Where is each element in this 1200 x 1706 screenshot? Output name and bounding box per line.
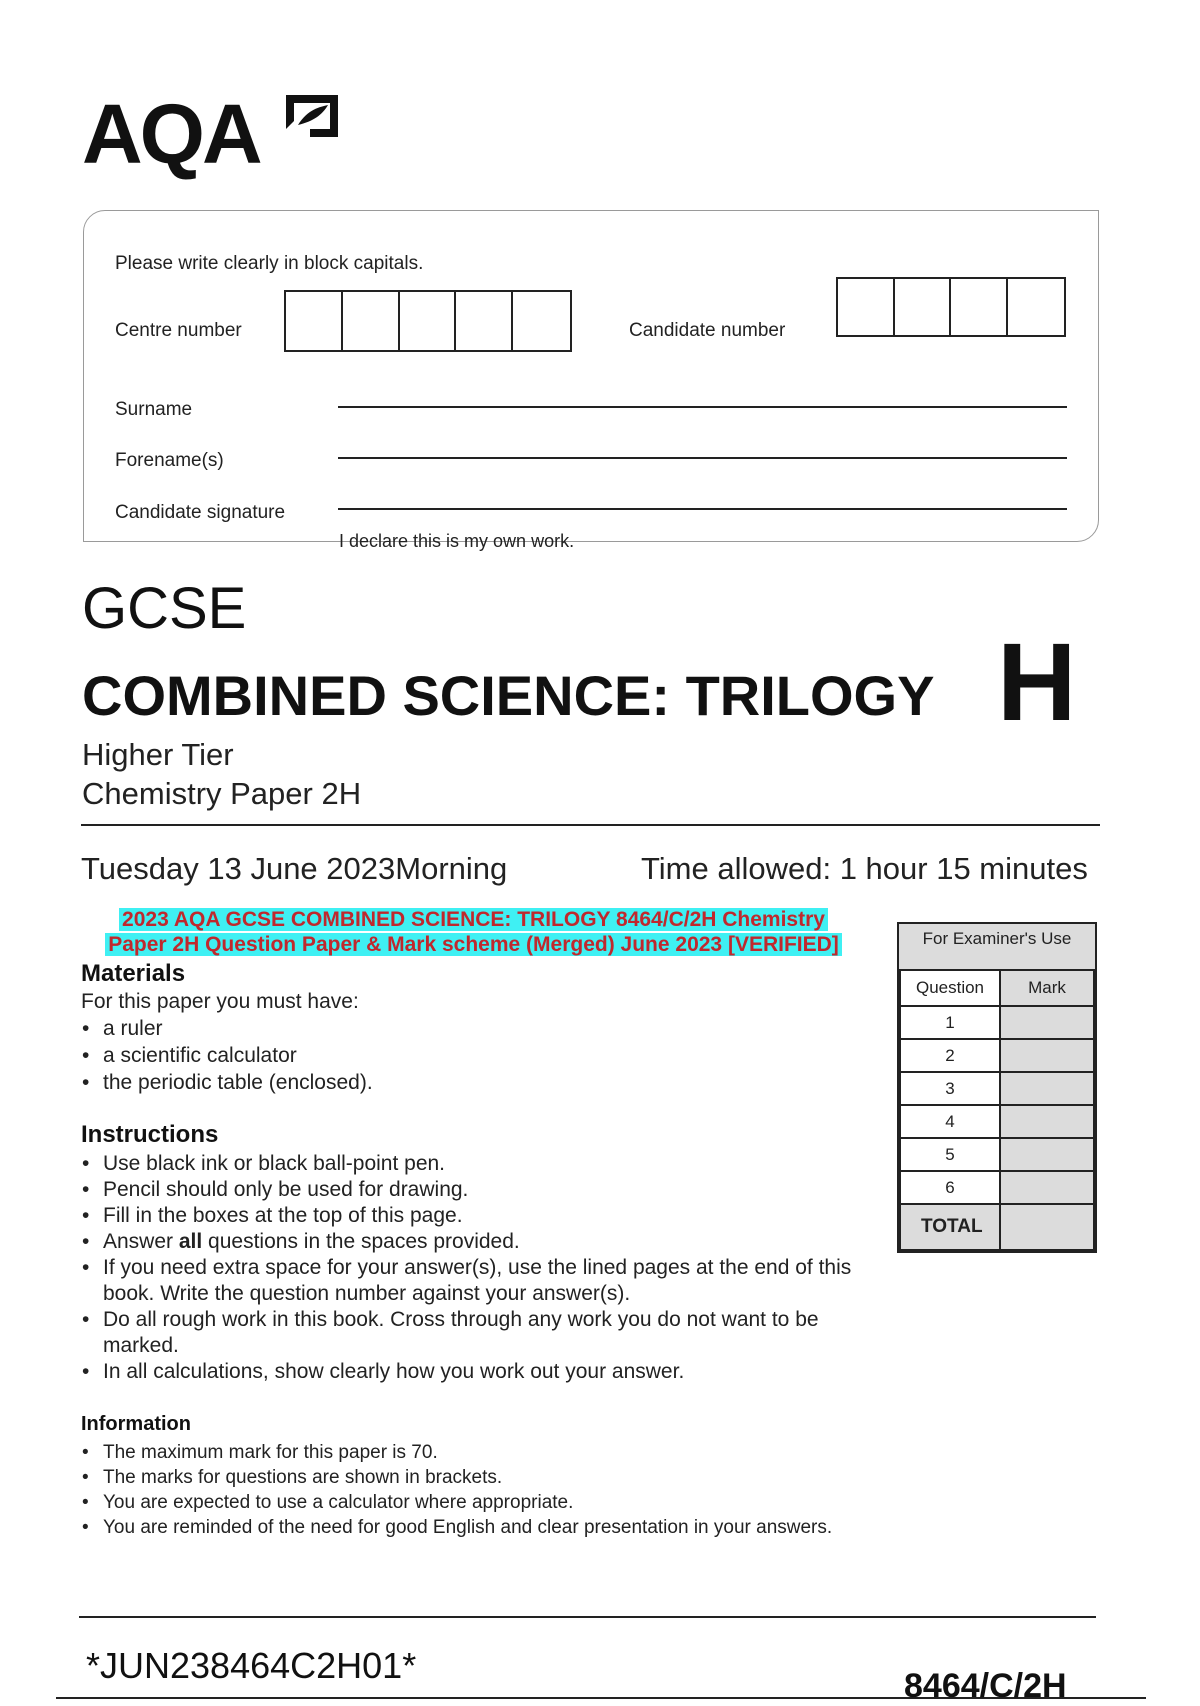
materials-heading: Materials	[81, 960, 186, 987]
qualification-level: GCSE	[82, 576, 247, 641]
table-row	[900, 1072, 1094, 1105]
list-item: • the periodic table (enclosed).	[81, 1069, 861, 1096]
question-number: 6	[900, 1171, 1000, 1204]
candidate-number-digit-box[interactable]	[1008, 279, 1065, 335]
table-row	[900, 1006, 1094, 1039]
mark-column-header: Mark	[1000, 970, 1094, 1006]
materials-intro: For this paper you must have:	[81, 990, 359, 1013]
examiner-use-table	[897, 922, 1097, 1253]
question-number: 1	[900, 1006, 1000, 1039]
list-item: • The maximum mark for this paper is 70.	[81, 1440, 961, 1465]
total-row	[900, 1204, 1094, 1250]
materials-section	[81, 960, 861, 1096]
banner-line-1: 2023 AQA GCSE COMBINED SCIENCE: TRILOGY 8464/C/2H Chemistry	[119, 908, 828, 931]
total-label: TOTAL	[900, 1204, 1000, 1250]
list-item: • In all calculations, show clearly how you work out your answer.	[81, 1359, 871, 1385]
barcode-text: *JUN238464C2H01*	[86, 1645, 417, 1686]
exam-date: Tuesday 13 June 2023Morning	[81, 851, 508, 886]
question-column-header: Question	[900, 970, 1000, 1006]
mark-cell	[1000, 1105, 1094, 1138]
table-row	[900, 1105, 1094, 1138]
aqa-logo-text: AQA	[82, 87, 260, 181]
forenames-line[interactable]	[338, 457, 1067, 459]
subject-title: COMBINED SCIENCE: TRILOGY	[82, 664, 935, 727]
candidate-number-digit-box[interactable]	[895, 279, 952, 335]
instructions-list	[81, 1151, 871, 1385]
centre-number-digit-box[interactable]	[513, 292, 570, 350]
block-capitals-instruction: Please write clearly in block capitals.	[115, 253, 424, 274]
mark-cell	[1000, 1171, 1094, 1204]
centre-number-digit-box[interactable]	[286, 292, 343, 350]
table-row	[900, 1138, 1094, 1171]
information-section	[81, 1413, 961, 1540]
list-item: • You are reminded of the need for good English and clear presentation in your answers.	[81, 1515, 961, 1540]
aqa-logo-mark-icon	[282, 91, 342, 147]
centre-number-digit-box[interactable]	[343, 292, 400, 350]
footer-divider	[79, 1616, 1096, 1618]
surname-line[interactable]	[338, 406, 1067, 408]
mark-cell	[1000, 1138, 1094, 1171]
question-number: 5	[900, 1138, 1000, 1171]
tier-label: Higher Tier	[82, 737, 234, 772]
mark-cell	[1000, 1039, 1094, 1072]
list-item: • You are expected to use a calculator where appropriate.	[81, 1490, 961, 1515]
mark-cell	[1000, 1006, 1094, 1039]
table-row	[900, 1171, 1094, 1204]
candidate-number-label: Candidate number	[629, 320, 786, 341]
centre-number-label: Centre number	[115, 320, 242, 341]
list-item: • The marks for questions are shown in brackets.	[81, 1465, 961, 1490]
list-item: • Answer all questions in the spaces provided.	[81, 1229, 871, 1255]
question-number: 4	[900, 1105, 1000, 1138]
declaration-text: I declare this is my own work.	[339, 531, 575, 551]
instructions-section	[81, 1121, 871, 1385]
list-item: • Use black ink or black ball-point pen.	[81, 1151, 871, 1177]
signature-line[interactable]	[338, 508, 1067, 510]
paper-title: Chemistry Paper 2H	[82, 776, 362, 811]
title-divider	[81, 824, 1100, 826]
list-item: • If you need extra space for your answer(s), use the lined pages at the end of this book. Write the question number against your answer(s).	[81, 1255, 871, 1307]
candidate-number-digit-box[interactable]	[838, 279, 895, 335]
centre-number-field[interactable]	[284, 290, 572, 352]
mark-cell	[1000, 1072, 1094, 1105]
time-allowed: Time allowed: 1 hour 15 minutes	[641, 851, 1088, 886]
centre-number-digit-box[interactable]	[400, 292, 457, 350]
forenames-label: Forename(s)	[115, 450, 224, 471]
list-item: • Pencil should only be used for drawing.	[81, 1177, 871, 1203]
total-mark-cell	[1000, 1204, 1094, 1250]
list-item: • Do all rough work in this book. Cross through any work you do not want to be marked.	[81, 1307, 871, 1359]
instructions-heading: Instructions	[81, 1121, 219, 1148]
paper-code: 8464/C/2H	[904, 1667, 1067, 1705]
centre-number-digit-box[interactable]	[456, 292, 513, 350]
candidate-number-field[interactable]	[836, 277, 1066, 337]
question-number: 2	[900, 1039, 1000, 1072]
candidate-number-digit-box[interactable]	[951, 279, 1008, 335]
list-item: • Fill in the boxes at the top of this page.	[81, 1203, 871, 1229]
banner-line-2: Paper 2H Question Paper & Mark scheme (Merged) June 2023 [VERIFIED]	[105, 933, 842, 956]
materials-list	[81, 1015, 861, 1096]
information-list	[81, 1440, 961, 1540]
tier-letter: H	[997, 621, 1077, 744]
highlight-banner	[86, 907, 861, 957]
information-heading: Information	[81, 1413, 191, 1435]
list-item: • a ruler	[81, 1015, 861, 1042]
list-item: • a scientific calculator	[81, 1042, 861, 1069]
signature-label: Candidate signature	[115, 502, 286, 523]
table-row	[900, 1039, 1094, 1072]
examiner-use-title: For Examiner's Use	[922, 929, 1072, 948]
question-number: 3	[900, 1072, 1000, 1105]
surname-label: Surname	[115, 399, 193, 420]
